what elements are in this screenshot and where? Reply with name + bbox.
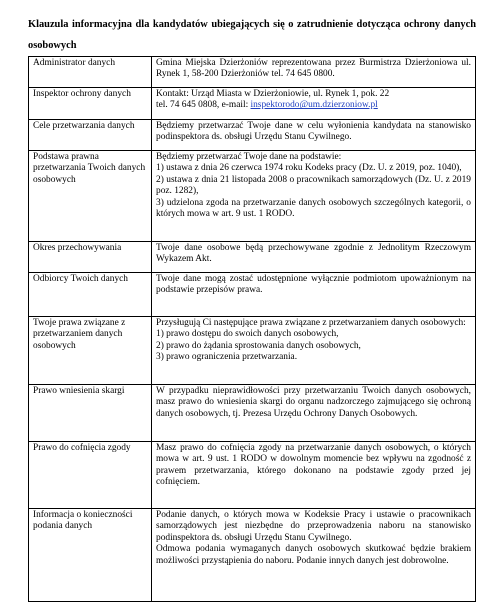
table-row	[29, 509, 476, 602]
table-row	[29, 442, 476, 509]
row-content-consent-withdrawal: Masz prawo do cofnięcia zgody na przetwarzanie danych osobowych, o których mowa w art. 9 ust. 1 RODO w dowolnym momencie bez wpływu na zgodność z prawem przetwarzania, którego dokonano na podstawie zgody przed jej cofnięciem.	[152, 442, 476, 509]
row-label-consent-withdrawal: Prawo do cofnięcia zgody	[29, 442, 152, 509]
officer-phone-text: tel. 74 645 0808, e-mail:	[156, 100, 251, 111]
table-row	[29, 242, 476, 273]
table-row	[29, 385, 476, 442]
row-label-administrator: Administrator danych	[29, 57, 152, 88]
row-label-data-requirement: Informacja o konieczności podania danych	[29, 509, 152, 602]
row-label-legal-basis: Podstawa prawna przetwarzania Twoich danych osobowych	[29, 151, 152, 242]
rights-intro: Przysługują Ci następujące prawa związane z przetwarzaniem danych osobowych:	[156, 318, 466, 328]
table-row	[29, 57, 476, 88]
rights-item: 2) prawo do żądania sprostowania danych osobowych,	[156, 340, 361, 351]
officer-email-link[interactable]: inspektorodo@um.dzierzoniow.pl	[250, 100, 378, 111]
row-content-your-rights	[152, 317, 476, 385]
row-content-recipients: Twoje dane mogą zostać udostępnione wyłącznie podmiotom upoważnionym na podstawie przepisów prawa.	[152, 273, 476, 317]
row-content-legal-basis	[152, 151, 476, 242]
table-row	[29, 273, 476, 317]
legal-basis-intro: Będziemy przetwarzać Twoje dane na podstawie:	[156, 152, 342, 162]
officer-phone-email-line	[156, 100, 471, 111]
legal-basis-item: 2) ustawa z dnia 21 listopada 2008 o pracownikach samorządowych (Dz. U. z 2019 poz. 1282),	[156, 174, 471, 197]
row-content-processing-purpose: Będziemy przetwarzać Twoje dane w celu wyłonienia kandydata na stanowisko podinspektora ds. obsługi Urzędu Stanu Cywilnego.	[152, 120, 476, 151]
rights-item: 3) prawo ograniczenia przetwarzania.	[156, 352, 298, 363]
rights-item: 1) prawo dostępu do swoich danych osobowych,	[156, 329, 339, 340]
row-label-recipients: Odbiorcy Twoich danych	[29, 273, 152, 317]
data-requirement-paragraph: Odmowa podania wymaganych danych osobowych skutkować będzie brakiem możliwości przystąpienia do naboru. Podanie innych danych jest dobrowolne.	[156, 544, 471, 566]
table-row	[29, 151, 476, 242]
row-content-data-requirement	[152, 509, 476, 602]
table-row	[29, 120, 476, 151]
table-row	[29, 317, 476, 385]
row-content-complaint: W przypadku nieprawidłowości przy przetwarzaniu Twoich danych osobowych, masz prawo do wniesienia skargi do organu nadzorczego zajmującego się ochroną danych osobowych, tj. Prezesa Urzędu Ochrony Danych Osobowych.	[152, 385, 476, 442]
row-label-data-protection-officer: Inspektor ochrony danych	[29, 88, 152, 120]
row-label-your-rights: Twoje prawa związane z przetwarzaniem danych osobowych	[29, 317, 152, 385]
table-row	[29, 88, 476, 120]
row-content-data-protection-officer	[152, 88, 476, 120]
row-label-retention-period: Okres przechowywania	[29, 242, 152, 273]
row-content-retention-period: Twoje dane osobowe będą przechowywane zgodnie z Jednolitym Rzeczowym Wykazem Akt.	[152, 242, 476, 273]
row-label-processing-purpose: Cele przetwarzania danych	[29, 120, 152, 151]
data-requirement-paragraph: Podanie danych, o których mowa w Kodeksie Pracy i ustawie o pracownikach samorządowych jest niezbędne do przeprowadzenia naboru na stanowisko podinspektora ds. obsługi Urzędu Stanu Cywilnego.	[156, 510, 471, 543]
row-label-complaint: Prawo wniesienia skargi	[29, 385, 152, 442]
officer-contact-line: Kontakt: Urząd Miasta w Dzierżoniowie, ul. Rynek 1, pok. 22	[156, 89, 390, 99]
information-clause-table	[28, 56, 476, 602]
legal-basis-item: 1) ustawa z dnia 26 czerwca 1974 roku Kodeks pracy (Dz. U. z 2019, poz. 1040),	[156, 163, 462, 174]
legal-basis-item: 3) udzielona zgoda na przetwarzanie danych osobowych szczególnych kategorii, o których mowa w art. 9 ust. 1 RODO.	[156, 197, 471, 220]
document-title: Klauzula informacyjna dla kandydatów ubiegających się o zatrudnienie dotycząca ochrony danych osobowych	[28, 19, 476, 51]
row-content-administrator: Gmina Miejska Dzierżoniów reprezentowana przez Burmistrza Dzierżoniowa ul. Rynek 1, 58-200 Dzierżoniów tel. 74 645 0800.	[152, 57, 476, 88]
